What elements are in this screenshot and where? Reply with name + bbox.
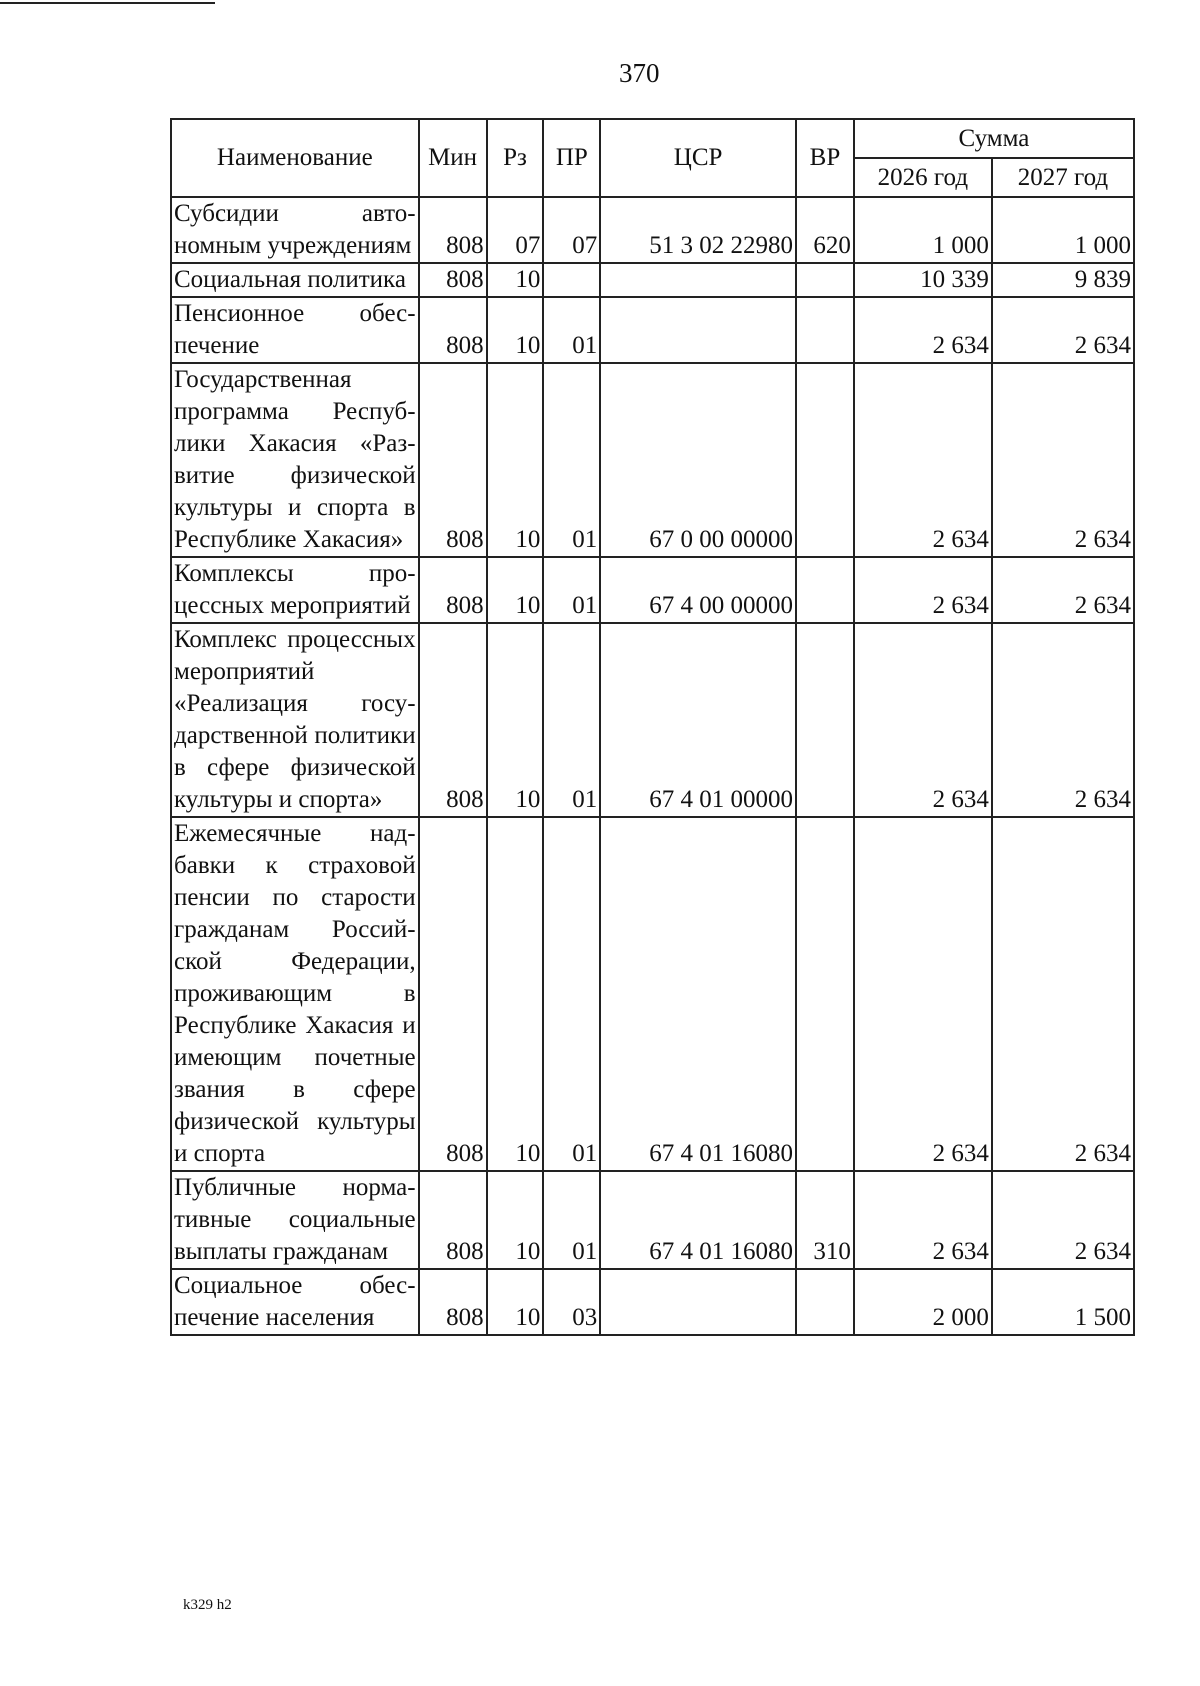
cell-vr: 620 <box>796 197 854 263</box>
cell-name: Социальное обеспечение населения <box>171 1269 419 1335</box>
cell-pr: 07 <box>543 197 600 263</box>
cell-y2027: 1 500 <box>992 1269 1134 1335</box>
cell-y2026: 1 000 <box>854 197 992 263</box>
cell-min: 808 <box>419 557 487 623</box>
cell-y2026: 2 634 <box>854 623 992 817</box>
cell-rz: 10 <box>487 297 544 363</box>
cell-y2026: 2 634 <box>854 297 992 363</box>
cell-pr: 01 <box>543 623 600 817</box>
cell-vr <box>796 1269 854 1335</box>
cell-y2027: 2 634 <box>992 1171 1134 1269</box>
cell-pr: 01 <box>543 363 600 557</box>
cell-rz: 10 <box>487 1269 544 1335</box>
cell-csr <box>600 263 796 297</box>
cell-min: 808 <box>419 197 487 263</box>
table-row <box>171 263 1134 297</box>
table-row <box>171 1269 1134 1335</box>
cell-pr <box>543 263 600 297</box>
cell-name: Государственная программа Республики Хакасия «Развитие физической культуры и спорта в Республике Хакасия» <box>171 363 419 557</box>
table-row <box>171 363 1134 557</box>
cell-min: 808 <box>419 263 487 297</box>
cell-csr: 51 3 02 22980 <box>600 197 796 263</box>
cell-pr: 01 <box>543 817 600 1171</box>
cell-vr <box>796 817 854 1171</box>
budget-table <box>170 118 1135 1336</box>
cell-rz: 10 <box>487 263 544 297</box>
cell-min: 808 <box>419 363 487 557</box>
cell-csr: 67 4 01 16080 <box>600 1171 796 1269</box>
header-name: Наименование <box>171 119 419 197</box>
table-row <box>171 297 1134 363</box>
cell-rz: 10 <box>487 623 544 817</box>
cell-y2027: 2 634 <box>992 623 1134 817</box>
cell-vr <box>796 557 854 623</box>
header-csr: ЦСР <box>600 119 796 197</box>
cell-name: Комплекс процессных мероприятий «Реализация государственной политики в сфере физической культуры и спорта» <box>171 623 419 817</box>
cell-y2027: 9 839 <box>992 263 1134 297</box>
header-vr: ВР <box>796 119 854 197</box>
header-row <box>171 119 1134 158</box>
table-row <box>171 817 1134 1171</box>
cell-y2027: 2 634 <box>992 363 1134 557</box>
cell-pr: 01 <box>543 297 600 363</box>
top-rule <box>0 2 215 4</box>
cell-vr <box>796 363 854 557</box>
cell-y2026: 2 634 <box>854 1171 992 1269</box>
document-code: k329 h2 <box>183 1597 232 1613</box>
table-row <box>171 623 1134 817</box>
cell-rz: 10 <box>487 817 544 1171</box>
cell-name: Пенсионное обеспечение <box>171 297 419 363</box>
cell-name: Ежемесячные надбавки к страховой пенсии по старости гражданам Российской Федерации, проживающим в Республике Хакасия и имеющим почетные звания в сфере физической культуры и спорта <box>171 817 419 1171</box>
header-2027: 2027 год <box>992 158 1134 197</box>
cell-min: 808 <box>419 623 487 817</box>
header-sum: Сумма <box>854 119 1134 158</box>
header-min: Мин <box>419 119 487 197</box>
table-body <box>171 197 1134 1335</box>
table-row <box>171 1171 1134 1269</box>
cell-vr: 310 <box>796 1171 854 1269</box>
cell-min: 808 <box>419 1171 487 1269</box>
cell-rz: 07 <box>487 197 544 263</box>
cell-csr: 67 4 00 00000 <box>600 557 796 623</box>
cell-pr: 01 <box>543 557 600 623</box>
cell-rz: 10 <box>487 557 544 623</box>
cell-y2026: 2 634 <box>854 557 992 623</box>
header-rz: Рз <box>487 119 544 197</box>
cell-y2026: 2 000 <box>854 1269 992 1335</box>
cell-y2026: 2 634 <box>854 817 992 1171</box>
cell-vr <box>796 623 854 817</box>
cell-min: 808 <box>419 1269 487 1335</box>
cell-pr: 01 <box>543 1171 600 1269</box>
cell-vr <box>796 297 854 363</box>
cell-rz: 10 <box>487 1171 544 1269</box>
cell-y2027: 2 634 <box>992 297 1134 363</box>
cell-csr <box>600 1269 796 1335</box>
cell-csr <box>600 297 796 363</box>
cell-y2027: 1 000 <box>992 197 1134 263</box>
cell-pr: 03 <box>543 1269 600 1335</box>
cell-rz: 10 <box>487 363 544 557</box>
cell-y2027: 2 634 <box>992 817 1134 1171</box>
table-row <box>171 557 1134 623</box>
cell-csr: 67 4 01 00000 <box>600 623 796 817</box>
cell-vr <box>796 263 854 297</box>
cell-name: Субсидии автономным учреждениям <box>171 197 419 263</box>
cell-name: Социальная политика <box>171 263 419 297</box>
cell-name: Публичные нормативные социальные выплаты гражданам <box>171 1171 419 1269</box>
cell-min: 808 <box>419 817 487 1171</box>
cell-csr: 67 4 01 16080 <box>600 817 796 1171</box>
cell-y2026: 2 634 <box>854 363 992 557</box>
page-number: 370 <box>619 58 660 88</box>
table-row <box>171 197 1134 263</box>
header-2026: 2026 год <box>854 158 992 197</box>
cell-csr: 67 0 00 00000 <box>600 363 796 557</box>
header-pr: ПР <box>543 119 600 197</box>
cell-name: Комплексы процессных мероприятий <box>171 557 419 623</box>
cell-min: 808 <box>419 297 487 363</box>
cell-y2027: 2 634 <box>992 557 1134 623</box>
cell-y2026: 10 339 <box>854 263 992 297</box>
